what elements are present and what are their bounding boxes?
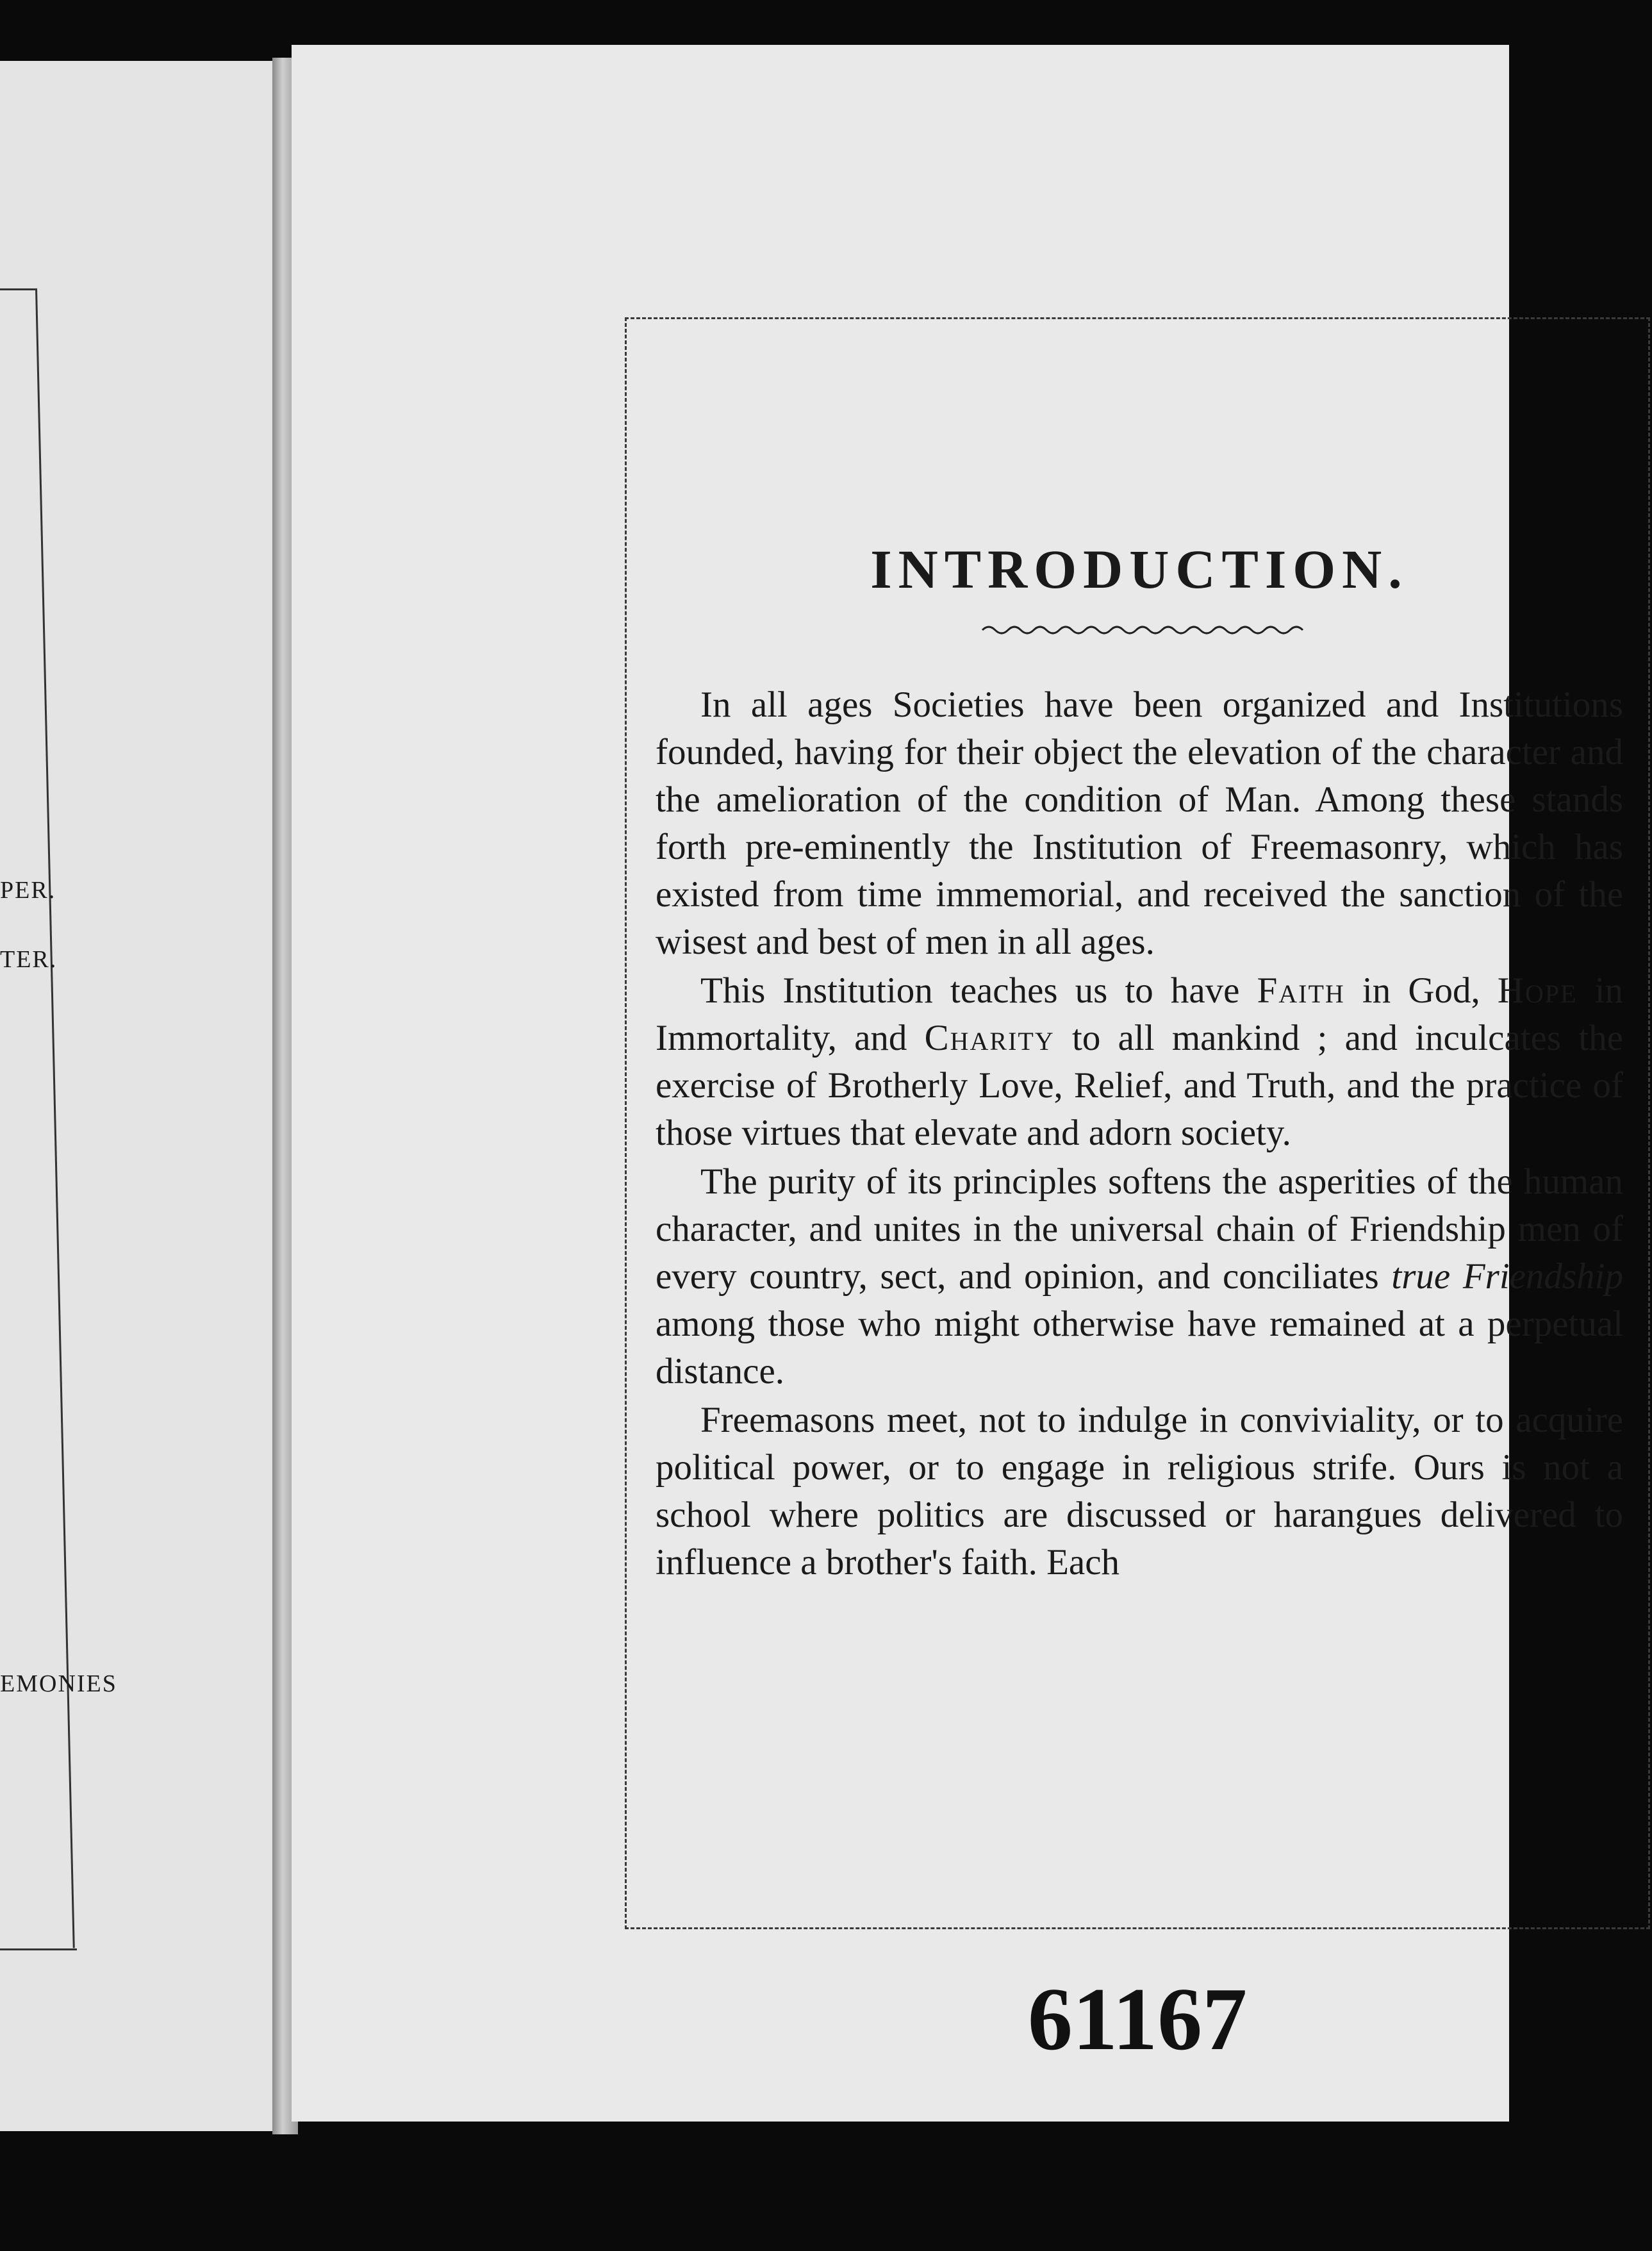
left-page-rule-top: [0, 288, 35, 290]
ornamental-rule: [982, 620, 1303, 640]
left-page-rule-right: [35, 288, 75, 1948]
left-page-rule-bottom: [0, 1948, 77, 1950]
paragraph-text: This Institution teaches us to have: [700, 970, 1257, 1011]
paragraph-text: Hope: [1497, 970, 1578, 1011]
paragraph-text: true Friendship: [1391, 1256, 1623, 1297]
left-page-fragment: TER.: [0, 946, 58, 973]
previous-page: [0, 61, 282, 2131]
book-page: [292, 45, 1624, 2122]
paragraph-text: Charity: [924, 1018, 1055, 1058]
paragraph-text: In all ages Societies have been organized and Institutions founded, having for their object the elevation of the character and the amelioration of the condition of Man. Among these stands forth pre-eminently the Institution of Freemasonry, which has existed from time immemorial, and received the sanction of the wisest and best of men in all ages.: [656, 685, 1623, 962]
page-number: 61167: [1027, 1970, 1248, 2069]
paragraph: [656, 1158, 1623, 1395]
paragraph-text: in God,: [1344, 970, 1498, 1011]
paragraph-text: to all mankind ; and inculcates the exercise of Brotherly Love, Relief, and Truth, and the practice of those virtues that elevate and adorn society.: [656, 1018, 1623, 1153]
paragraph: [656, 1397, 1623, 1586]
paragraph: [656, 967, 1623, 1157]
text-frame: [625, 317, 1650, 1929]
paragraph-text: The purity of its principles softens the asperities of the human character, and unites in the universal chain of Friendship men of every country, sect, and opinion, and conciliates: [656, 1161, 1623, 1297]
introduction-body: [656, 681, 1623, 1588]
paragraph-text: Freemasons meet, not to indulge in conviviality, or to acquire political power, or to engage in religious strife. Ours is not a school where politics are discussed or harangues delivered to influence a brother's faith. Each: [656, 1400, 1623, 1582]
paragraph-text: Faith: [1257, 970, 1345, 1011]
paragraph-text: in Immortality, and: [656, 970, 1624, 1058]
left-page-fragment: PER.: [0, 877, 56, 904]
page-title: INTRODUCTION.: [870, 538, 1408, 600]
paragraph: [656, 681, 1623, 966]
paragraph-text: among those who might otherwise have remained at a perpetual distance.: [656, 1304, 1623, 1391]
left-page-fragment: EMONIES: [0, 1670, 117, 1697]
